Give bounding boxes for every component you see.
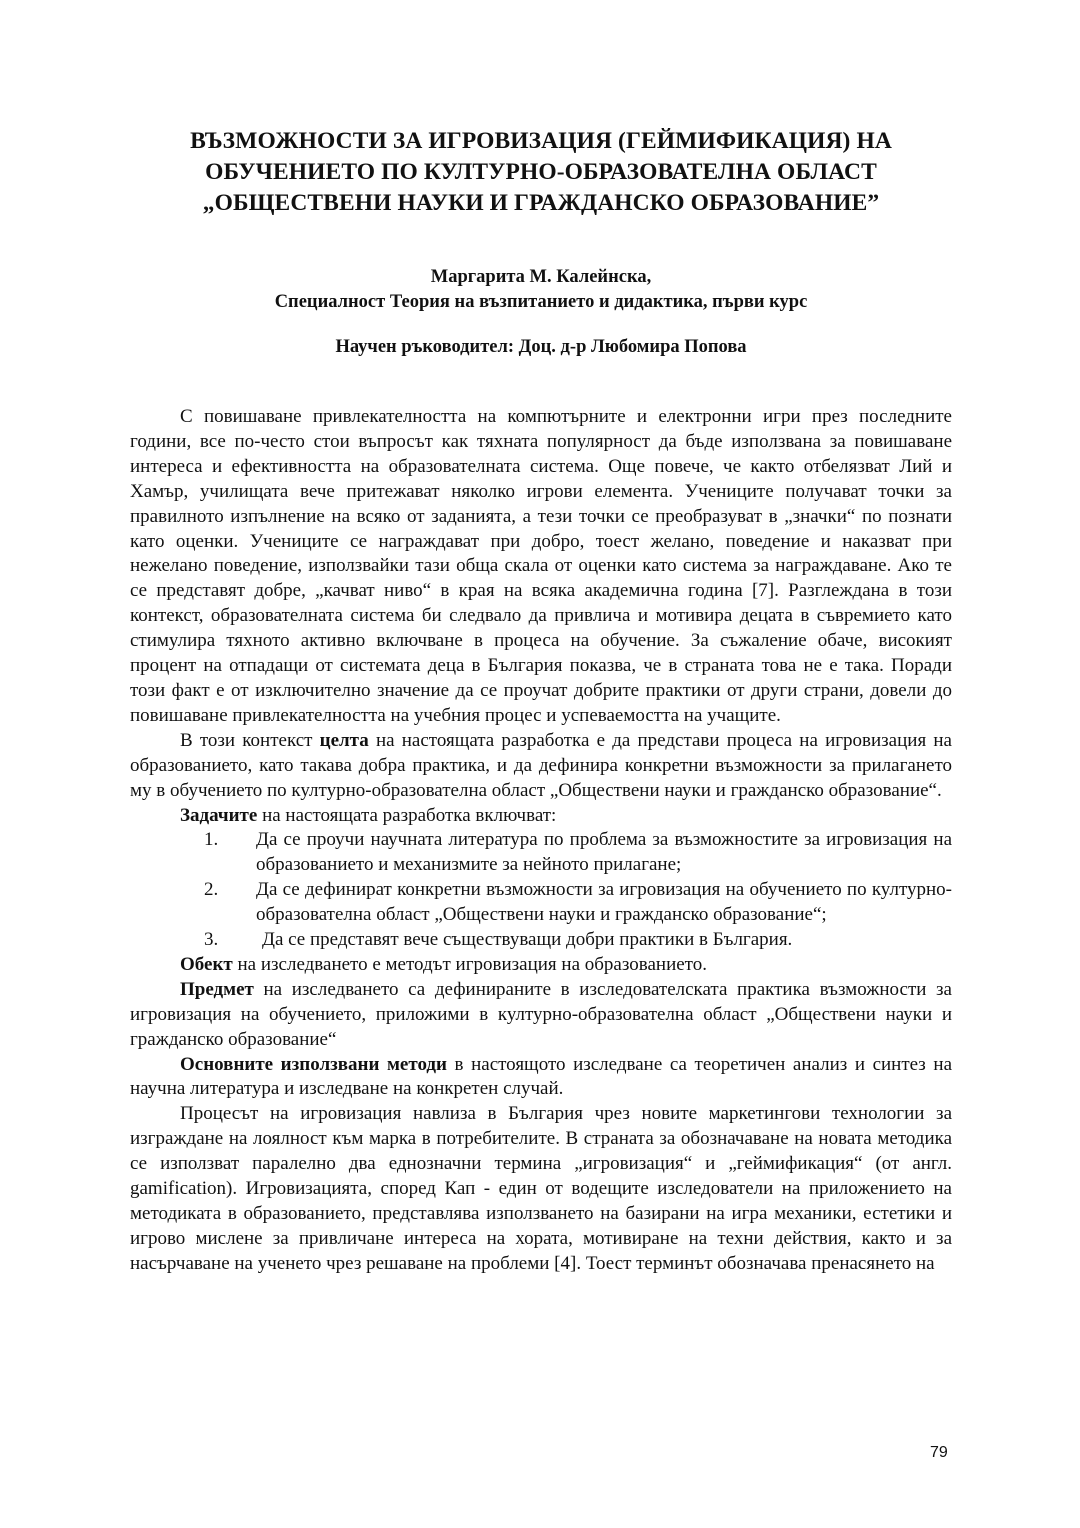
list-item-number: 1. [204,829,219,851]
list-item-number: 3. [204,929,219,951]
paragraph-subject: Предмет на изследването са дефинираните в изследователската практика възможности за игровизация на обучението, приложими в културно-образователна област „Обществени науки и гражданско образование“ [130,978,952,1050]
list-item-text: Да се проучи научната литература по проблема за възможностите за игровизация на образованието и механизмите за нейното прилагане; [256,829,952,876]
aim-keyword: целта [319,729,369,751]
author-specialty: Специалност Теория на възпитанието и дидактика, първи курс [274,292,808,312]
author-block [130,265,952,315]
page-number: 79 [930,1444,948,1461]
paragraph-aim: В този контекст целта на настоящата разработка е да представи процеса на игровизация на образованието, като такава добра практика, и да дефинира конкретни възможности за прилагането му в обучението по културно-образователна област „Обществени науки и гражданско образование“. [130,729,952,801]
list-item [130,878,952,928]
list-item [130,928,952,953]
subject-keyword: Предмет [180,978,254,1000]
paragraph-methods: Основните използвани методи в настоящото изследване са теоретичен анализ и синтез на научна литература и изследване на конкретен случай. [130,1053,952,1100]
paragraph-object: Обект на изследването е методът игровизация на образованието. [180,953,707,975]
paragraph-gamification: Процесът на игровизация навлиза в България чрез новите маркетингови технологии за изграждане на лоялност към марка в потребителите. В страната за обозначаване на новата методика се използват паралелно два еднозначни термина „игровизация“ и „геймификация“ (от англ. gamification). Игровизацията, според Кап - един от водещите изследователи на приложението на методиката в образованието, представлява използването на базирани на игра механики, естетики и игрово мислене за привличане интереса на хората, мотивиране на техни действия, както и за насърчаване на ученето чрез решаване на проблеми [4]. Тоест терминът обозначава пренасянето на [130,1103,952,1274]
title-line-1: ВЪЗМОЖНОСТИ ЗА ИГРОВИЗАЦИЯ (ГЕЙМИФИКАЦИЯ) НА [190,128,892,154]
methods-keyword: Основните използвани методи [180,1053,447,1075]
tasks-keyword: Задачите [180,804,258,826]
paragraph-intro: С повишаване привлекателността на компютърните и електронни игри през последните години, все по-често стои въпросът как тяхната популярност да бъде използвана за повишаване интереса и ефективността на образователната система. Още повече, че както отбелязват Лий и Хамър, училищата вече притежават няколко игрови елемента. Учениците получават точки за правилното изпълнение на всяко от заданията, а тези точки се преобразуват в „значки“ по познати като оценки. Учениците се награждават при добро, тоест желано, поведение и наказват при нежелано поведение, използвайки тази обща скала от оценки като система за награждаване. Ако те се представят добре, „качват ниво“ в края на всяка академична година [7]. Разглеждана в този контекст, образователната система би следвало да привлича и мотивира децата в съвремието като стимулира тяхното активно включване в процеса на обучение. За съжаление обаче, високият процент на отпадащи от системата деца в България показва, че в страната това не е така. Поради този факт е от изключително значение да се проучат добрите практики от други страни, довели до повишаване привлекателността на учебния процес и успеваемостта на учащите. [130,406,952,726]
scientific-advisor: Научен ръководител: Доц. д-р Любомира Попова [335,337,747,357]
list-item-text: Да се представят вече съществуващи добри практики в България. [262,929,793,951]
list-item [130,828,952,878]
object-keyword: Обект [180,953,233,975]
list-item-number: 2. [204,879,219,901]
list-item-text: Да се дефинират конкретни възможности за игровизация на обучението по културно-образователна област „Обществени науки и гражданско образование“; [256,879,952,926]
paper-title [130,126,952,219]
title-line-3: „ОБЩЕСТВЕНИ НАУКИ И ГРАЖДАНСКО ОБРАЗОВАНИЕ” [202,190,880,216]
paragraph-tasks: Задачите на настоящата разработка включват: [180,804,557,826]
title-line-2: ОБУЧЕНИЕТО ПО КУЛТУРНО-ОБРАЗОВАТЕЛНА ОБЛАСТ [205,159,877,185]
page-content [130,126,952,1277]
tasks-list [130,828,952,953]
article-body [130,405,952,1277]
author-name: Маргарита М. Калейнска, [430,267,652,287]
